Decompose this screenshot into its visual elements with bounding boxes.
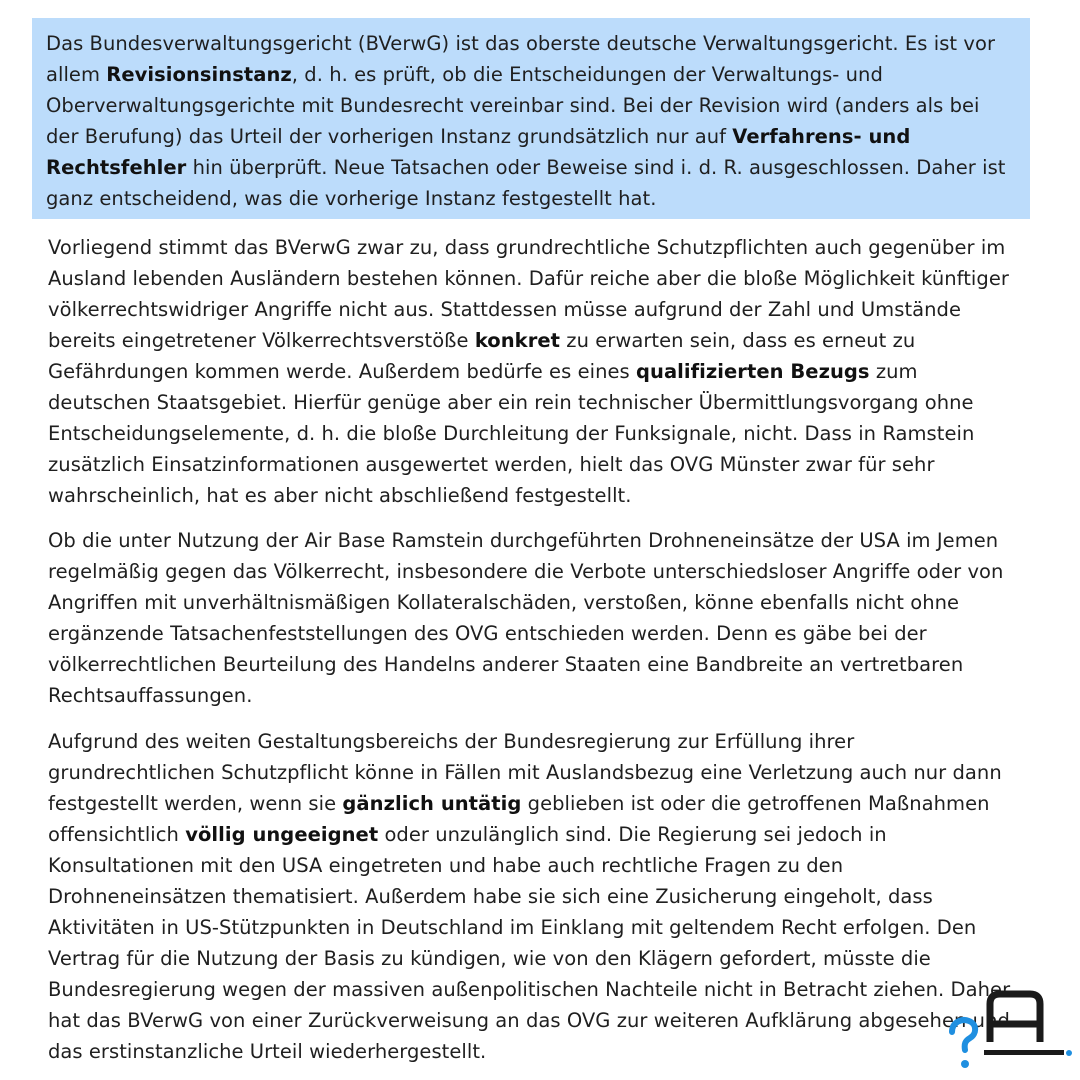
paragraph-2 — [48, 525, 1018, 711]
para1-text-2: zu erwarten sein, dass es erneut zu Gefährdungen kommen werde. Außerdem bedürfe es eines — [48, 329, 916, 383]
question-a-logo-icon — [944, 988, 1074, 1074]
para3-bold-2: völlig ungeeignet — [185, 823, 379, 846]
para1-bold-1: konkret — [474, 329, 561, 352]
intro-text-3: hin überprüft. Neue Tatsachen oder Beweise sind i. d. R. ausgeschlossen. Daher ist ganz entscheidend, was die vorherige Instanz festgestellt hat. — [46, 156, 1006, 210]
paragraph-3 — [48, 726, 1018, 1067]
logo-underline — [984, 1050, 1064, 1055]
intro-bold-1: Revisionsinstanz — [106, 63, 292, 86]
intro-bold-2: Verfahrens- und Rechtsfehler — [46, 125, 911, 179]
para3-bold-1: gänzlich untätig — [342, 792, 522, 815]
para1-text-1: Vorliegend stimmt das BVerwG zwar zu, dass grundrechtliche Schutzpflichten auch gegenüber im Ausland lebenden Ausländern bestehen können. Dafür reiche aber die bloße Möglichkeit künftiger völkerrechtswidriger Angriffe nicht aus. Stattdessen müsse aufgrund der Zahl und Umstände bereits eingetretener Völkerrechtsverstöße — [48, 236, 1009, 352]
para3-text-2: geblieben ist oder die getroffenen Maßnahmen offensichtlich — [48, 792, 990, 846]
logo-question-dot — [961, 1060, 969, 1068]
logo-accent-dot — [1066, 1050, 1072, 1056]
intro-highlight-box — [32, 18, 1030, 219]
logo-letter-a — [990, 994, 1040, 1042]
intro-text-1: Das Bundesverwaltungsgericht (BVerwG) ist das oberste deutsche Verwaltungsgericht. Es ist vor allem — [46, 32, 996, 86]
para3-text-3: oder unzulänglich sind. Die Regierung sei jedoch in Konsultationen mit den USA eingetreten und habe auch rechtliche Fragen zu den Drohneneinsätzen thematisiert. Außerdem habe sie sich eine Zusicherung eingeholt, dass Aktivitäten in US-Stützpunkten in Deutschland im Einklang mit geltendem Recht erfolgen. Den Vertrag für die Nutzung der Basis zu kündigen, wie von den Klägern gefordert, müsste die Bundesregierung wegen der massiven außenpolitischen Nachteile nicht in Betracht ziehen. Daher hat das BVerwG von einer Zurückverweisung an das OVG zur weiteren Aufklärung abgesehen und das erstinstanzliche Urteil wiederhergestellt. — [48, 823, 1011, 1063]
intro-paragraph — [46, 28, 1016, 214]
logo-svg — [944, 988, 1074, 1074]
intro-text-2: , d. h. es prüft, ob die Entscheidungen der Verwaltungs- und Oberverwaltungsgerichte mit Bundesrecht vereinbar sind. Bei der Revision wird (anders als bei der Berufung) das Urteil der vorherigen Instanz grundsätzlich nur auf — [46, 63, 980, 148]
para3-text-1: Aufgrund des weiten Gestaltungsbereichs der Bundesregierung zur Erfüllung ihrer grundrechtlichen Schutzpflicht könne in Fällen mit Auslandsbezug eine Verletzung auch nur dann festgestellt werden, wenn sie — [48, 730, 1002, 815]
para1-text-3: zum deutschen Staatsgebiet. Hierfür genüge aber ein rein technischer Übermittlungsvorgang ohne Entscheidungselemente, d. h. die bloße Durchleitung der Funksignale, nicht. Dass in Ramstein zusätzlich Einsatzinformationen ausgewertet werden, hielt das OVG Münster zwar für sehr wahrscheinlich, hat es aber nicht abschließend festgestellt. — [48, 360, 975, 507]
paragraph-1 — [48, 232, 1018, 511]
logo-question-mark — [952, 1020, 975, 1050]
para2-text-1: Ob die unter Nutzung der Air Base Ramstein durchgeführten Drohneneinsätze der USA im Jemen regelmäßig gegen das Völkerrecht, insbesondere die Verbote unterschiedsloser Angriffe oder von Angriffen mit unverhältnismäßigen Kollateralschäden, verstoßen, könne ebenfalls nicht ohne ergänzende Tatsachenfeststellungen des OVG entschieden werden. Denn es gäbe bei der völkerrechtlichen Beurteilung des Handelns anderer Staaten eine Bandbreite an vertretbaren Rechtsauffassungen. — [48, 529, 1004, 707]
para1-bold-2: qualifizierten Bezugs — [636, 360, 870, 383]
